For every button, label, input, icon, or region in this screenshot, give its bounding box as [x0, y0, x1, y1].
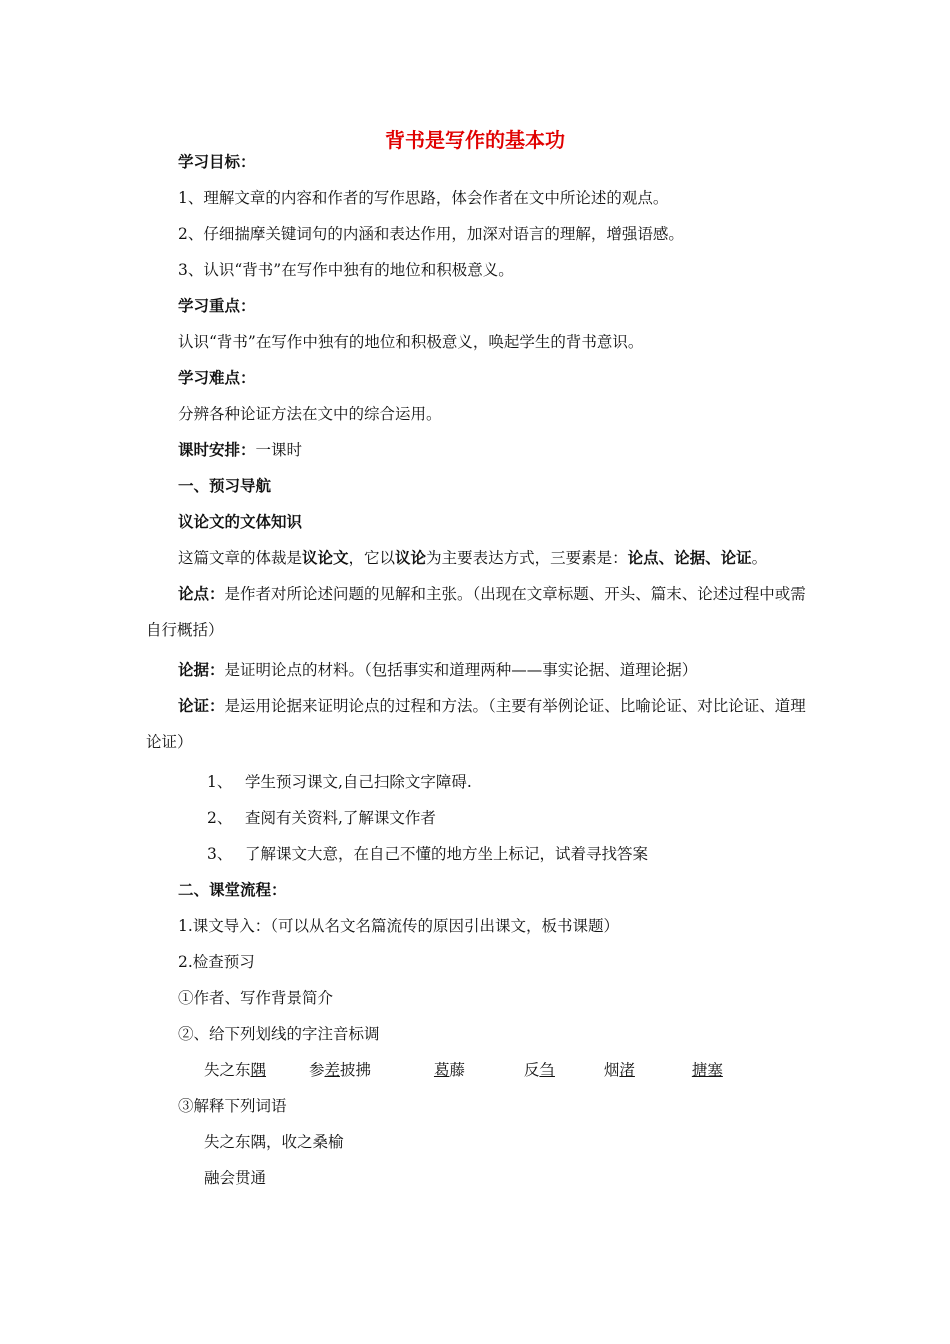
lundian-text: 是作者对所论述问题的见解和主张。（出现在文章标题、开头、篇末、论述过程中或需自行概括） [146, 585, 806, 639]
difficulty-text: 分辨各种论证方法在文中的综合运用。 [178, 405, 442, 423]
intro-text-2: ，它以 [348, 549, 396, 567]
preview-heading: 一、预习导航 [178, 477, 272, 495]
genre-intro [178, 548, 767, 568]
lundian-paragraph [146, 576, 811, 648]
classroom-sub-2: ②、给下列划线的字注音标调 [178, 1025, 380, 1043]
lundian-label: 论点： [178, 585, 225, 603]
task-number-3: 3、 [207, 845, 233, 863]
focus-heading: 学习重点： [178, 297, 256, 315]
goal-item-2: 2、仔细揣摩关键词句的内涵和表达作用，加深对语言的理解，增强语感。 [178, 225, 684, 243]
task-number-1: 1、 [207, 773, 233, 791]
intro-bold-1: 议论文 [302, 549, 349, 567]
task-text-2: 查阅有关资料,了解课文作者 [245, 809, 436, 827]
phrase-2: 融会贯通 [204, 1169, 267, 1187]
intro-text-1: 这篇文章的体裁是 [178, 549, 303, 567]
pinyin-term: 葛藤 [433, 1061, 465, 1079]
pinyin-term: 烟渚 [603, 1061, 635, 1079]
schedule-line [178, 440, 302, 460]
pinyin-term: 反刍 [523, 1061, 555, 1079]
preview-subheading: 议论文的文体知识 [178, 513, 303, 531]
classroom-step-1: 1.课文导入：（可以从名文名篇流传的原因引出课文，板书课题） [178, 917, 620, 935]
goal-item-1: 1、理解文章的内容和作者的写作思路，体会作者在文中所论述的观点。 [178, 189, 669, 207]
intro-bold-2: 议论 [395, 549, 427, 567]
classroom-sub-3: ③解释下列词语 [178, 1097, 287, 1115]
schedule-label: 课时安排： [178, 441, 256, 459]
schedule-value: 一课时 [255, 441, 303, 459]
task-number-2: 2、 [207, 809, 233, 827]
intro-text-3: 为主要表达方式，三要素是： [426, 549, 628, 567]
pinyin-term: 失之东隅 [204, 1061, 267, 1079]
lunju-paragraph [178, 660, 697, 680]
task-item-2 [207, 808, 436, 828]
page-title: 背书是写作的基本功 [385, 128, 565, 152]
lunzheng-label: 论证： [178, 697, 225, 715]
classroom-heading: 二、课堂流程： [178, 881, 287, 899]
intro-text-4: 。 [751, 549, 768, 567]
goals-heading: 学习目标： [178, 153, 256, 171]
task-item-1 [207, 772, 472, 792]
lunzheng-text: 是运用论据来证明论点的过程和方法。（主要有举例论证、比喻论证、对比论证、道理论证） [146, 697, 806, 751]
task-text-3: 了解课文大意，在自己不懂的地方坐上标记，试着寻找答案 [245, 845, 649, 863]
task-item-3 [207, 844, 648, 864]
pinyin-term: 参差披拂 [308, 1061, 372, 1079]
lunzheng-paragraph [146, 688, 811, 760]
goal-item-3: 3、认识“背书”在写作中独有的地位和积极意义。 [178, 261, 514, 279]
intro-bold-3: 论点、论据、论证 [627, 549, 752, 567]
pinyin-term: 搪塞 [691, 1061, 723, 1079]
classroom-sub-1: ①作者、写作背景简介 [178, 989, 334, 1007]
lunju-label: 论据： [178, 661, 225, 679]
phrase-1: 失之东隅，收之桑榆 [204, 1133, 344, 1151]
focus-text: 认识“背书”在写作中独有的地位和积极意义，唤起学生的背书意识。 [178, 333, 644, 351]
pinyin-terms-row [204, 1060, 723, 1080]
classroom-step-2: 2.检查预习 [178, 953, 255, 971]
task-text-1: 学生预习课文,自己扫除文字障碍. [245, 773, 472, 791]
difficulty-heading: 学习难点： [178, 369, 256, 387]
lunju-text: 是证明论点的材料。（包括事实和道理两种——事实论据、道理论据） [224, 661, 698, 679]
